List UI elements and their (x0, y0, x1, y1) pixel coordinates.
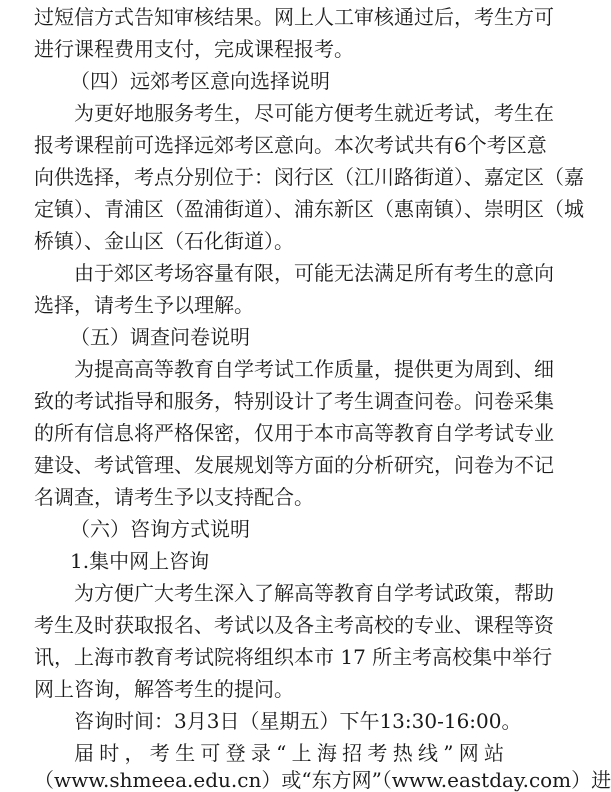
paragraph-line: 考生及时获取报名、考试以及各主考高校的专业、课程等资 (34, 613, 554, 637)
paragraph-line: 建设、考试管理、发展规划等方面的分析研究，问卷为不记 (34, 453, 554, 477)
paragraph-line: 为提高高等教育自学考试工作质量，提供更为周到、细 (74, 357, 554, 381)
section-heading-6: （六）咨询方式说明 (70, 517, 250, 541)
paragraph-line: 的所有信息将严格保密，仅用于本市高等教育自学考试专业 (34, 421, 554, 445)
paragraph-line: 定镇）、青浦区（盈浦街道）、浦东新区（惠南镇）、崇明区（城 (34, 197, 584, 221)
paragraph-line: 过短信方式告知审核结果。网上人工审核通过后，考生方可 (34, 5, 554, 29)
paragraph-line: 报考课程前可选择远郊考区意向。本次考试共有6个考区意 (34, 133, 547, 157)
paragraph-line: 为更好地服务考生，尽可能方便考生就近考试，考生在 (74, 101, 554, 125)
paragraph-line: 届时，考生可登录“上海招考热线”网站 (74, 741, 504, 765)
paragraph-line: 由于郊区考场容量有限，可能无法满足所有考生的意向 (74, 261, 554, 285)
paragraph-line: （www.shmeea.edu.cn）或“东方网”（www.eastday.com）进 (34, 768, 611, 792)
paragraph-line: 为方便广大考生深入了解高等教育自学考试政策，帮助 (74, 581, 554, 605)
paragraph-line: 选择，请考生予以理解。 (34, 293, 254, 317)
paragraph-line: 名调查，请考生予以支持配合。 (34, 485, 314, 509)
paragraph-line: 讯，上海市教育考试院将组织本市 17 所主考高校集中举行 (34, 645, 553, 669)
paragraph-line: 桥镇）、金山区（石化街道）。 (34, 229, 294, 253)
section-heading-4: （四）远郊考区意向选择说明 (70, 69, 330, 93)
paragraph-line: 致的考试指导和服务，特别设计了考生调查问卷。问卷采集 (34, 389, 554, 413)
consultation-time: 咨询时间：3月3日（星期五）下午13:30-16:00。 (74, 709, 522, 733)
paragraph-line: 进行课程费用支付，完成课程报考。 (34, 37, 354, 61)
section-heading-5: （五）调查问卷说明 (70, 325, 250, 349)
subsection-heading: 1.集中网上咨询 (70, 549, 210, 573)
paragraph-line: 网上咨询，解答考生的提问。 (34, 677, 294, 701)
paragraph-line: 向供选择，考点分别位于：闵行区（江川路街道）、嘉定区（嘉 (34, 165, 584, 189)
